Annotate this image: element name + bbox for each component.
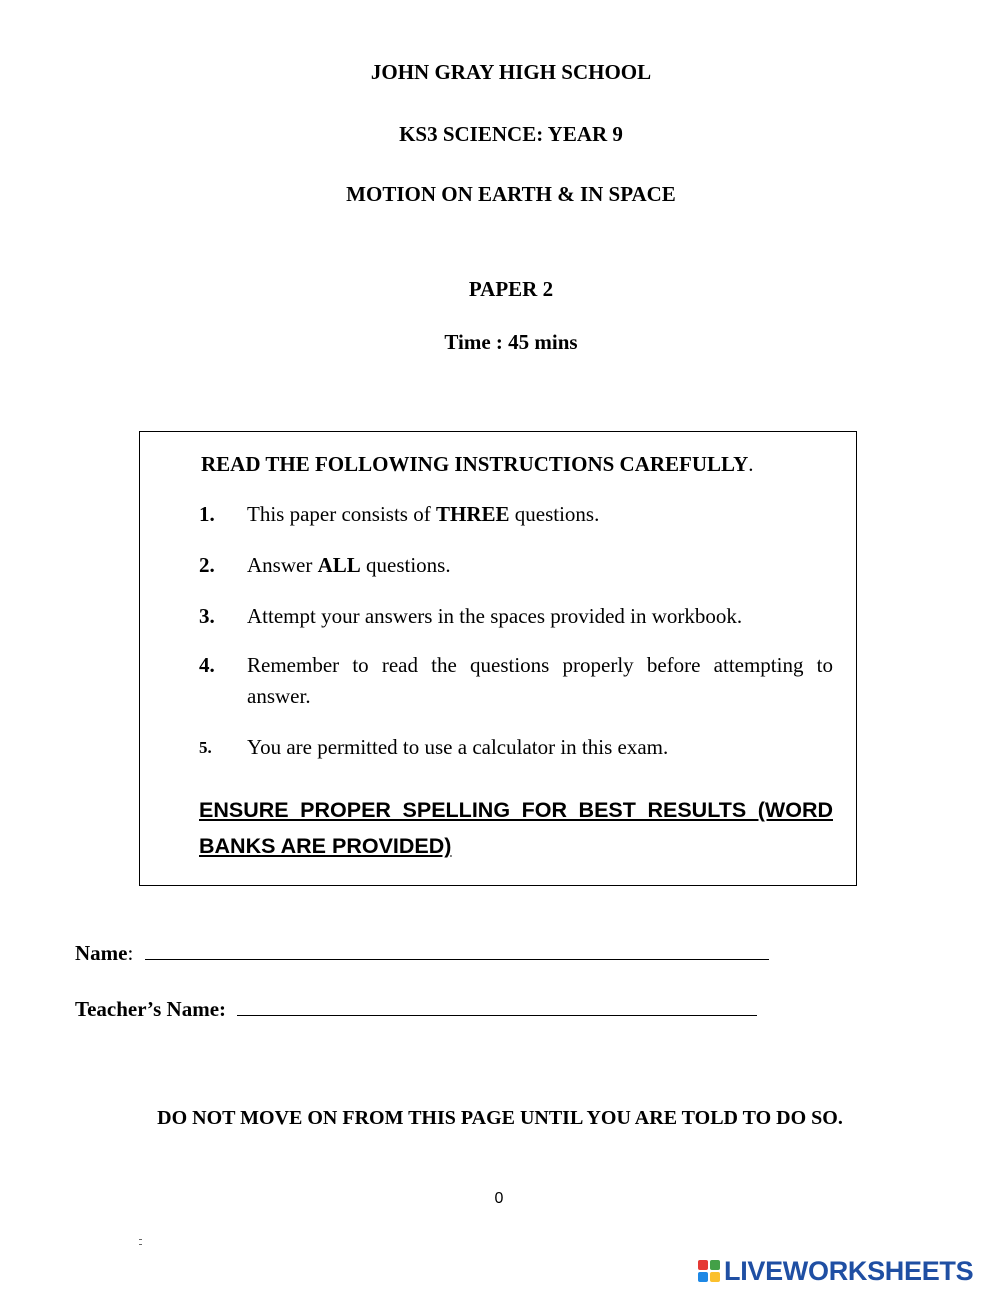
name-field-row (75, 941, 769, 966)
liveworksheets-logo-icon (698, 1260, 720, 1282)
paper-number: PAPER 2 (468, 277, 554, 301)
name-label: Name (75, 941, 128, 965)
instruction-text: Remember to read the questions properly before attempting to answer. (247, 653, 833, 708)
instruction-item (199, 550, 833, 581)
instruction-number: 2. (199, 553, 215, 577)
name-colon: : (127, 941, 134, 965)
time-allowed: Time : 45 mins (444, 330, 578, 354)
instruction-number: 1. (199, 502, 215, 526)
instruction-number: 4. (199, 653, 215, 677)
instruction-item (199, 601, 833, 632)
instruction-text: Answer ALL questions. (247, 553, 451, 577)
instruction-item (199, 732, 833, 763)
instructions-box (139, 431, 857, 886)
instruction-number: 3. (199, 604, 215, 628)
logo-square-red (698, 1260, 708, 1270)
logo-square-green (710, 1260, 720, 1270)
stray-mark (139, 1239, 142, 1245)
teacher-name-label: Teacher’s Name: (75, 997, 227, 1021)
instructions-title: READ THE FOLLOWING INSTRUCTIONS CAREFULLY. (201, 452, 754, 476)
page-number: 0 (494, 1190, 504, 1207)
logo-square-blue (698, 1272, 708, 1282)
instruction-text: You are permitted to use a calculator in this exam. (247, 735, 669, 759)
instruction-text: Attempt your answers in the spaces provided in workbook. (247, 604, 743, 628)
school-name: JOHN GRAY HIGH SCHOOL (370, 60, 652, 84)
teacher-name-blank-line[interactable] (237, 997, 757, 1016)
name-blank-line[interactable] (145, 941, 769, 960)
liveworksheets-logo (698, 1256, 973, 1286)
instruction-text: This paper consists of THREE questions. (247, 502, 600, 526)
instruction-item (199, 499, 833, 530)
instruction-number: 5. (199, 738, 212, 757)
topic-title: MOTION ON EARTH & IN SPACE (346, 182, 676, 206)
instruction-item (199, 650, 833, 712)
course-title: KS3 SCIENCE: YEAR 9 (399, 122, 623, 146)
spelling-note: ENSURE PROPER SPELLING FOR BEST RESULTS (WORD BANKS ARE PROVIDED) (199, 798, 833, 858)
liveworksheets-brand-text: LIVEWORKSHEETS (724, 1255, 974, 1286)
footer-warning: DO NOT MOVE ON FROM THIS PAGE UNTIL YOU ARE TOLD TO DO SO. (157, 1107, 843, 1129)
logo-square-yellow (710, 1272, 720, 1282)
teacher-field-row (75, 997, 757, 1022)
